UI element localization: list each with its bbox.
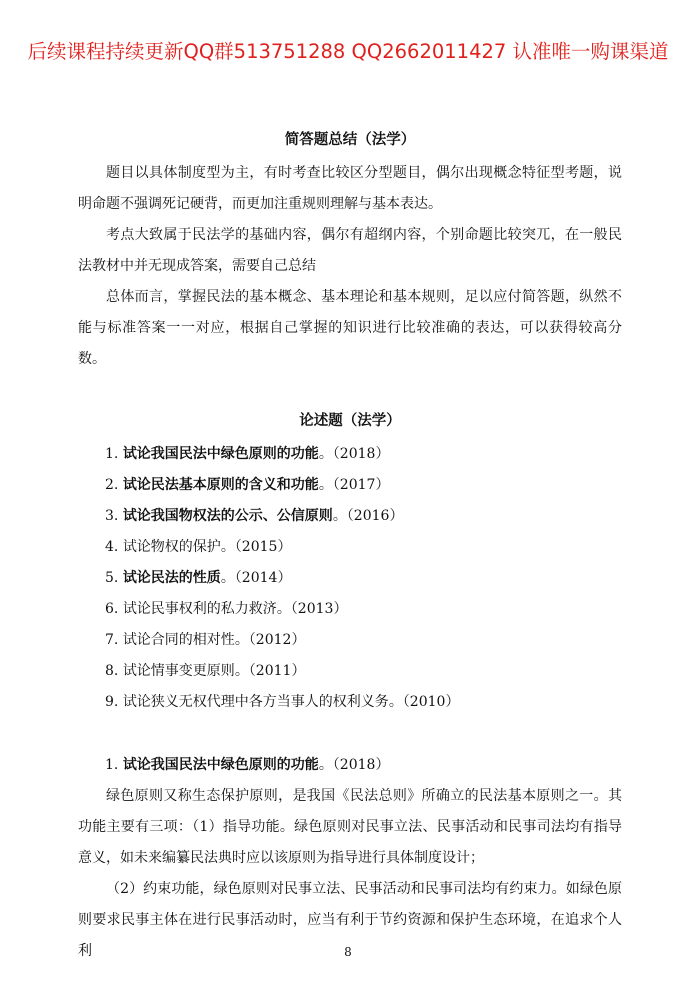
essay-question-list [78, 439, 622, 718]
watermark-banner: 后续课程持续更新QQ群513751288 QQ2662011427 认准唯一购课渠道 [27, 40, 669, 63]
essay-question-item: 2. 试论民法基本原则的含义和功能。（2017） [105, 477, 390, 493]
paragraph: （2）约束功能，绿色原则对民事立法、民事活动和民事司法均有约束力。如绿色原则要求民事主体在进行民事活动时，应当有利于节约资源和保护生态环境，在追求个人利 [78, 881, 622, 959]
paragraph: 总体而言，掌握民法的基本概念、基本理论和基本规则，足以应付简答题，纵然不能与标准答案一一对应，根据自己掌握的知识进行比较准确的表达，可以获得较高分数。 [78, 289, 622, 367]
answer-heading: 1. 试论我国民法中绿色原则的功能。（2018） [105, 757, 390, 773]
paragraph: 题目以具体制度型为主，有时考查比较区分型题目，偶尔出现概念特征型考题，说明命题不强调死记硬背，而更加注重规则理解与基本表达。 [78, 165, 622, 212]
document-body [78, 128, 622, 967]
section-title-essay: 论述题（法学） [299, 413, 401, 429]
essay-question-item: 8. 试论情事变更原则。（2011） [105, 663, 306, 679]
section-title-short-answer: 简答题总结（法学） [284, 132, 416, 148]
essay-question-item: 6. 试论民事权利的私力救济。（2013） [105, 601, 348, 617]
paragraph: 考点大致属于民法学的基础内容，偶尔有超纲内容，个别命题比较突兀，在一般民法教材中并无现成答案，需要自己总结 [78, 227, 622, 274]
essay-question-item: 4. 试论物权的保护。（2015） [105, 539, 292, 555]
essay-question-item: 5. 试论民法的性质。（2014） [105, 570, 292, 586]
essay-question-item: 7. 试论合同的相对性。（2012） [105, 632, 306, 648]
essay-question-item: 9. 试论狭义无权代理中各方当事人的权利义务。（2010） [105, 694, 460, 710]
paragraph: 绿色原则又称生态保护原则，是我国《民法总则》所确立的民法基本原则之一。其功能主要有三项：（1）指导功能。绿色原则对民事立法、民事活动和民事司法均有指导意义，如未来编纂民法典时应以该原则为指导进行具体制度设计； [78, 788, 622, 866]
essay-question-item: 3. 试论我国物权法的公示、公信原则。（2016） [105, 508, 404, 524]
essay-question-item: 1. 试论我国民法中绿色原则的功能。（2018） [105, 446, 390, 462]
page-number: 8 [344, 945, 352, 959]
